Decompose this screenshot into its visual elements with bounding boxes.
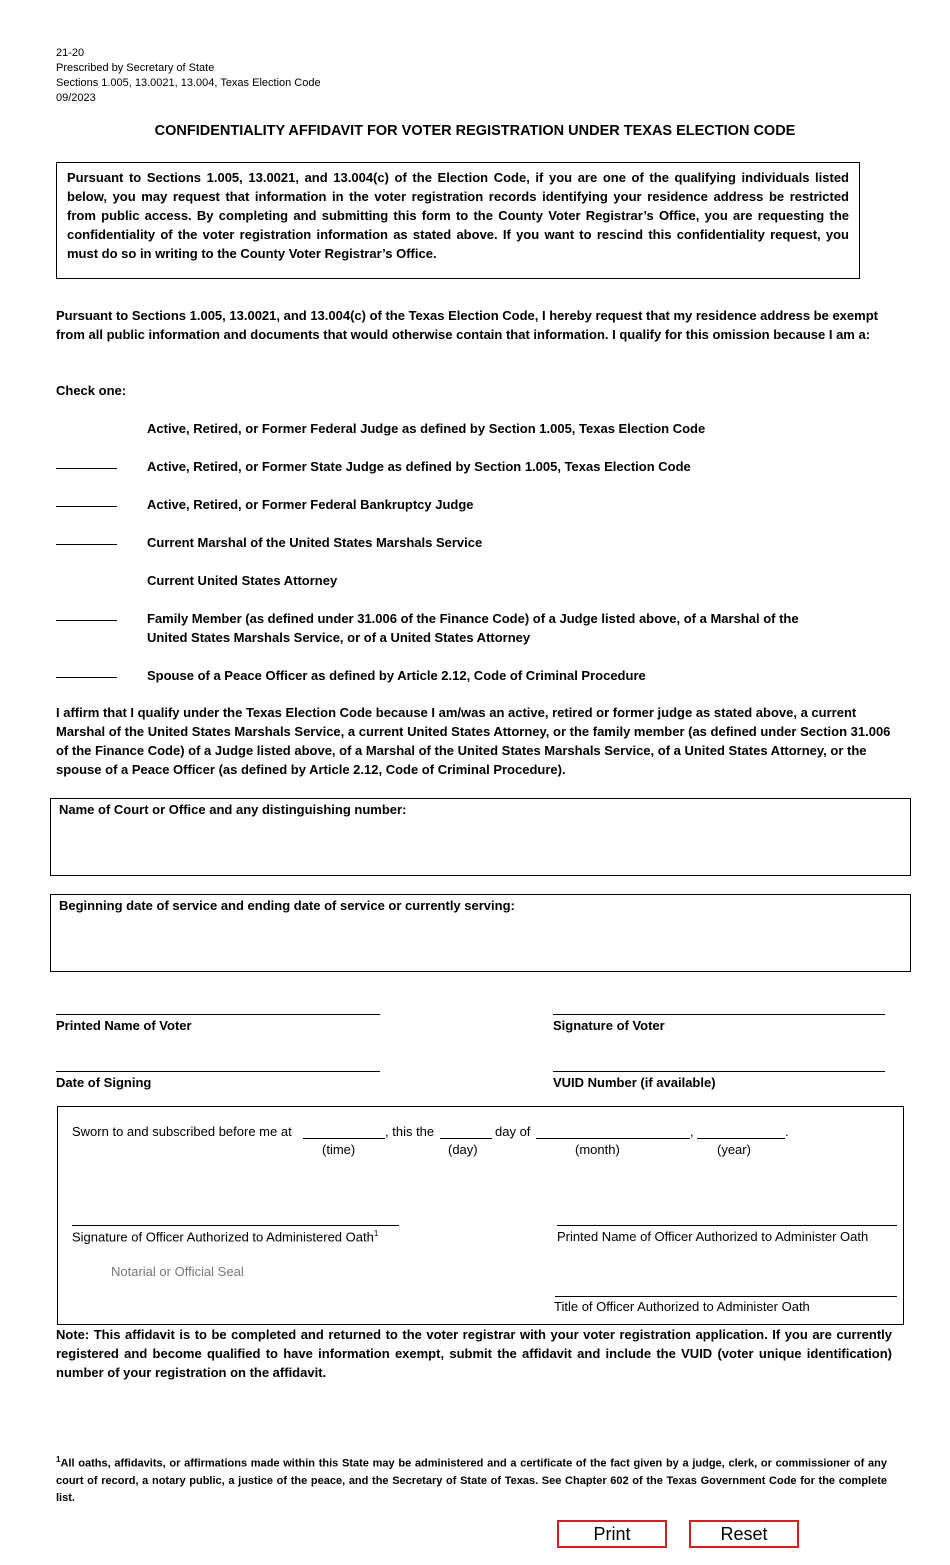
month-label: (month) — [575, 1142, 620, 1157]
seal-label: Notarial or Official Seal — [111, 1264, 244, 1279]
page-title: CONFIDENTIALITY AFFIDAVIT FOR VOTER REGISTRATION UNDER TEXAS ELECTION CODE — [154, 123, 796, 139]
affirm-paragraph: I affirm that I qualify under the Texas Election Code because I am/was an active, retired or former judge as stated above, a current Marshal of the United States Marshals Service, a current United States Attorney, or the family member (as defined under Section 31.006 of the Finance Code) of a Judge listed above, of a Marshal of the United States Marshals Service, of a United States Attorney, or the spouse of a Peace Officer (as defined by Article 2.12, Code of Criminal Procedure). — [56, 705, 891, 777]
checkbox-blank[interactable] — [56, 506, 117, 507]
printed-name-label: Printed Name of Voter — [56, 1018, 192, 1033]
sworn-prefix: Sworn to and subscribed before me at — [72, 1124, 292, 1139]
officer-title-line[interactable] — [555, 1296, 897, 1297]
statute-sections: Sections 1.005, 13.0021, 13.004, Texas Election Code — [56, 77, 321, 89]
checkbox-blank[interactable] — [56, 582, 117, 583]
time-blank[interactable] — [303, 1138, 385, 1139]
checkbox-blank[interactable] — [56, 677, 117, 678]
this-the-text: , this the — [385, 1124, 435, 1139]
day-label: (day) — [448, 1142, 478, 1157]
option-label: Active, Retired, or Former State Judge as defined by Section 1.005, Texas Election Code — [147, 459, 691, 474]
month-blank[interactable] — [536, 1138, 690, 1139]
vuid-label: VUID Number (if available) — [553, 1075, 716, 1090]
officer-printed-name-label: Printed Name of Officer Authorized to Administer Oath — [557, 1229, 869, 1244]
date-signing-label: Date of Signing — [56, 1075, 152, 1090]
notice-box — [56, 162, 860, 279]
year-label: (year) — [717, 1142, 751, 1157]
vuid-line[interactable] — [553, 1071, 885, 1072]
check-one-label: Check one: — [56, 383, 127, 398]
request-paragraph: Pursuant to Sections 1.005, 13.0021, and 13.004(c) of the Texas Election Code, I hereby request that my residence address be exempt from all public information and documents that would otherwise contain that information. I qualify for this omission because I am a: — [56, 308, 878, 342]
checkbox-blank[interactable] — [56, 468, 117, 469]
footnote — [56, 1451, 887, 1507]
officer-signature-label: Signature of Officer Authorized to Administered Oath$^1$ — [72, 1229, 379, 1245]
signature-label: Signature of Voter — [553, 1018, 665, 1033]
footnote-text: All oaths, affidavits, or affirmations made within this State may be administered and a certificate of the fact given by a judge, clerk, or commissioner of any court of record, a notary public, a justice of the peace, and the Secretary of State of Texas. See Chapter 602 of the Texas Government Code for the complete list. — [56, 1457, 887, 1504]
footnote-marker: 1 — [373, 1229, 379, 1238]
option-label: Current Marshal of the United States Marshals Service — [147, 535, 483, 550]
notice-text: Pursuant to Sections 1.005, 13.0021, and 13.004(c) of the Election Code, if you are one of the qualifying individuals listed below, you may request that information in the voter registration records identifying your residence address be restricted from public access. By completing and submitting this form to the County Voter Registrar’s Office, you are requesting the confidentiality of the voter registration information as stated above. If you want to rescind this confidentiality request, you must do so in writing to the County Voter Registrar’s Office. — [67, 170, 849, 261]
service-dates-label: Beginning date of service and ending date of service or currently serving: — [59, 898, 515, 913]
form-header — [56, 46, 321, 106]
date-signing-line[interactable] — [56, 1071, 380, 1072]
option-label: Spouse of a Peace Officer as defined by Article 2.12, Code of Criminal Procedure — [147, 668, 646, 683]
note-paragraph: Note: This affidavit is to be completed and returned to the voter registrar with your voter registration application. If you are currently registered and become qualified to have information exempt, submit the affidavit and include the VUID (voter unique identification) number of your registration on the affidavit. — [56, 1327, 892, 1380]
period-text: . — [785, 1124, 789, 1139]
signature-line[interactable] — [553, 1014, 885, 1015]
prescribed-by: Prescribed by Secretary of State — [56, 62, 215, 74]
form-date: 09/2023 — [56, 92, 96, 104]
time-label: (time) — [322, 1142, 356, 1157]
option-label: Current United States Attorney — [147, 573, 338, 588]
checkbox-blank[interactable] — [56, 430, 117, 431]
court-office-label: Name of Court or Office and any distinguishing number: — [59, 802, 407, 817]
footnote-mark: 1 — [56, 1455, 61, 1464]
day-blank[interactable] — [440, 1138, 492, 1139]
court-office-field[interactable] — [50, 798, 911, 876]
officer-title-label: Title of Officer Authorized to Administer Oath — [554, 1299, 810, 1314]
printed-name-line[interactable] — [56, 1014, 380, 1015]
option-label: Family Member (as defined under 31.006 of the Finance Code) of a Judge listed above, of a Marshal of the United States Marshals Service, or of a United States Attorney — [147, 611, 799, 645]
officer-printed-name-line[interactable] — [557, 1225, 897, 1226]
checkbox-blank[interactable] — [56, 544, 117, 545]
option-label: Active, Retired, or Former Federal Bankruptcy Judge — [147, 497, 474, 512]
year-blank[interactable] — [697, 1138, 785, 1139]
option-label: Active, Retired, or Former Federal Judge as defined by Section 1.005, Texas Election Code — [147, 421, 706, 436]
form-number: 21-20 — [56, 47, 85, 59]
reset-button[interactable]: Reset — [689, 1520, 799, 1548]
service-dates-field[interactable] — [50, 894, 911, 972]
print-button[interactable]: Print — [557, 1520, 667, 1548]
comma-text: , — [690, 1124, 694, 1139]
day-of-text: day of — [495, 1124, 531, 1139]
officer-signature-line[interactable] — [72, 1225, 399, 1226]
checkbox-blank[interactable] — [56, 620, 117, 621]
